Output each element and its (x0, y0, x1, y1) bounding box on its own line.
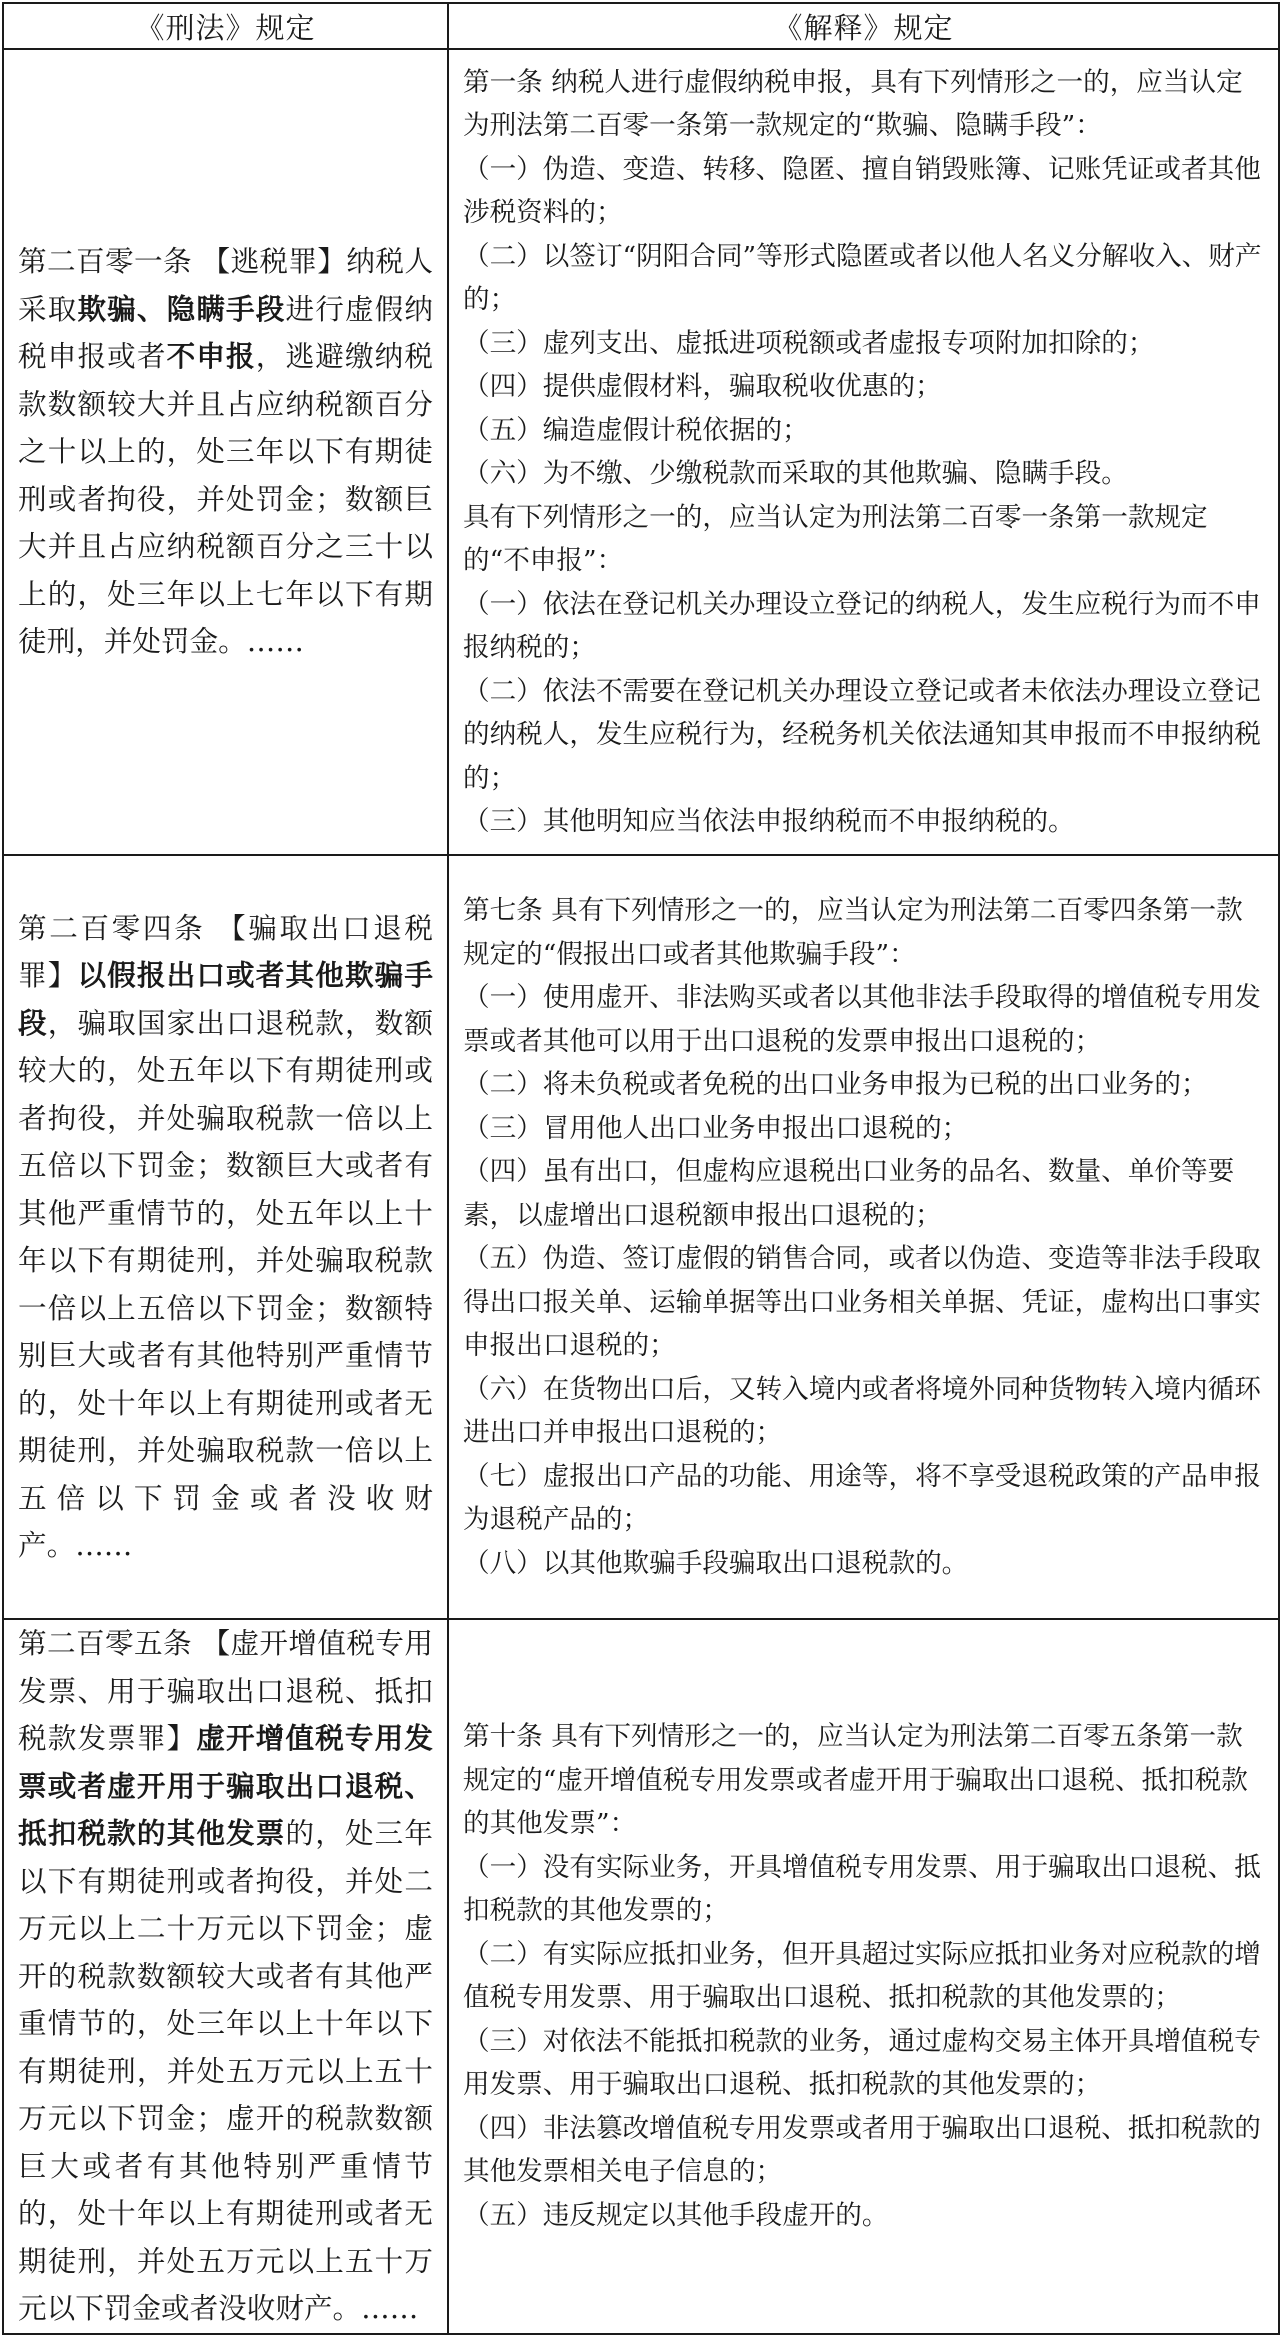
law-text: 第二百零四条 【骗取出口退税罪】 (18, 910, 433, 992)
interpretation-clause: （三）对依法不能抵扣税款的业务，通过虚构交易主体开具增值税专用发票、用于骗取出口退税、抵扣税款的其他发票的； (463, 2025, 1261, 2101)
interpretation-clause: （二）有实际应抵扣业务，但开具超过实际应抵扣业务对应税款的增值税专用发票、用于骗取出口退税、抵扣税款的其他发票的； (463, 1938, 1261, 2014)
interpretation-clause: （三）虚列支出、虚抵进项税额或者虚报专项附加扣除的； (463, 327, 1155, 359)
interpretation-clause: （七）虚报出口产品的功能、用途等，将不享受退税政策的产品申报为退税产品的； (463, 1460, 1261, 1535)
interpretation-clause: （一）依法在登记机关办理设立登记的纳税人，发生应税行为而不申报纳税的； (463, 588, 1261, 663)
interpretation-clause: （二）以签订“阴阳合同”等形式隐匿或者以他人名义分解收入、财产的； (463, 240, 1262, 315)
interpretation-clause: （一）没有实际业务，开具增值税专用发票、用于骗取出口退税、抵扣税款的其他发票的； (463, 1851, 1261, 1927)
interpretation-clause: （二）依法不需要在登记机关办理设立登记或者未依法办理设立登记的纳税人，发生应税行为，经税务机关依法通知其申报而不申报纳税的； (463, 675, 1261, 794)
header-criminal-law: 《刑法》规定 (3, 3, 448, 49)
interpretation-clause: （五）违反规定以其他手段虚开的。 (463, 2199, 889, 2231)
interpretation-clause: （四）虽有出口，但虚构应退税出口业务的品名、数量、单价等要素，以虚增出口退税额申报出口退税的； (463, 1156, 1235, 1231)
law-text: 进行虚假纳税申报或者 (18, 291, 433, 374)
law-cell (3, 1619, 448, 2334)
interpretation-clause: （三）其他明知应当依法申报纳税而不申报纳税的。 (463, 806, 1075, 837)
law-emphasis: 虚开增值税专用发票或者虚开用于骗取出口退税、抵扣税款的其他发票 (18, 1721, 433, 1850)
interpretation-clause: 第十条 具有下列情形之一的，应当认定为刑法第二百零五条第一款规定的“虚开增值税专用发票或者虚开用于骗取出口退税、抵扣税款的其他发票”： (463, 1721, 1248, 1840)
interpretation-clause: （三）冒用他人出口业务申报出口退税的； (463, 1112, 969, 1144)
table-header-row (3, 3, 1279, 49)
law-cell (3, 855, 448, 1619)
interpretation-clause: （五）编造虚假计税依据的； (463, 414, 809, 446)
table-row (3, 49, 1279, 855)
header-interpretation: 《解释》规定 (448, 3, 1279, 49)
interpretation-clause: （八）以其他欺骗手段骗取出口退税款的。 (463, 1547, 969, 1579)
law-cell (3, 49, 448, 855)
interpretation-clause: 第一条 纳税人进行虚假纳税申报，具有下列情形之一的，应当认定为刑法第二百零一条第一款规定的“欺骗、隐瞒手段”： (463, 66, 1243, 141)
interpretation-clause: 第七条 具有下列情形之一的，应当认定为刑法第二百零四条第一款规定的“假报出口或者其他欺骗手段”： (463, 895, 1243, 970)
interpretation-clause: （六）为不缴、少缴税款而采取的其他欺骗、隐瞒手段。 (463, 458, 1128, 489)
interpretation-clause: （二）将未负税或者免税的出口业务申报为已税的出口业务的； (463, 1069, 1208, 1100)
interpretation-clause: （四）提供虚假材料，骗取税收优惠的； (463, 371, 942, 402)
interpretation-clause: （一）使用虚开、非法购买或者以其他非法手段取得的增值税专用发票或者其他可以用于出口退税的发票申报出口退税的； (463, 982, 1261, 1057)
interpretation-cell (448, 855, 1279, 1619)
law-emphasis: 以假报出口或者其他欺骗手段 (18, 958, 433, 1040)
law-text: 的，处三年以下有期徒刑或者拘役，并处二万元以上二十万元以下罚金；虚开的税款数额较大或者有其他严重情节的，处三年以上十年以下有期徒刑，并处五万元以上五十万元以下罚金；虚开的税款数额巨大或者有其他特别严重情节的，处十年以上有期徒刑或者无期徒刑，并处五万元以上五十万元以下罚金或者没收财产。…… (18, 1816, 433, 2325)
interpretation-clause: 具有下列情形之一的，应当认定为刑法第二百零一条第一款规定的“不申报”： (463, 501, 1208, 576)
interpretation-cell (448, 49, 1279, 855)
interpretation-clause: （六）在货物出口后，又转入境内或者将境外同种货物转入境内循环进出口并申报出口退税的； (463, 1373, 1261, 1448)
law-text: 第二百零一条 【逃税罪】纳税人采取 (18, 244, 433, 326)
law-text: ，逃避缴纳税款数额较大并且占应纳税额百分之十以上的，处三年以下有期徒刑或者拘役，并处罚金；数额巨大并且占应纳税额百分之三十以上的，处三年以上七年以下有期徒刑，并处罚金。…… (18, 339, 433, 659)
law-emphasis: 欺骗、隐瞒手段 (77, 291, 286, 326)
law-emphasis: 不申报 (166, 339, 256, 374)
law-comparison-table (2, 2, 1280, 2335)
law-text: ，骗取国家出口退税款，数额较大的，处五年以下有期徒刑或者拘役，并处骗取税款一倍以上五倍以下罚金；数额巨大或者有其他严重情节的，处五年以上十年以下有期徒刑，并处骗取税款一倍以上五倍以下罚金；数额特别巨大或者有其他特别严重情节的，处十年以上有期徒刑或者无期徒刑，并处骗取税款一倍以上五倍以下罚金或者没收财产。…… (18, 1005, 433, 1562)
table-row (3, 1619, 1279, 2334)
table-row (3, 855, 1279, 1619)
law-text: 第二百零五条 【虚开增值税专用发票、用于骗取出口退税、抵扣税款发票罪】 (18, 1626, 433, 1755)
interpretation-clause: （五）伪造、签订虚假的销售合同，或者以伪造、变造等非法手段取得出口报关单、运输单据等出口业务相关单据、凭证，虚构出口事实申报出口退税的； (463, 1243, 1261, 1361)
interpretation-cell (448, 1619, 1279, 2334)
interpretation-clause: （四）非法篡改增值税专用发票或者用于骗取出口退税、抵扣税款的其他发票相关电子信息的； (463, 2112, 1261, 2188)
interpretation-clause: （一）伪造、变造、转移、隐匿、擅自销毁账簿、记账凭证或者其他涉税资料的； (463, 153, 1261, 228)
